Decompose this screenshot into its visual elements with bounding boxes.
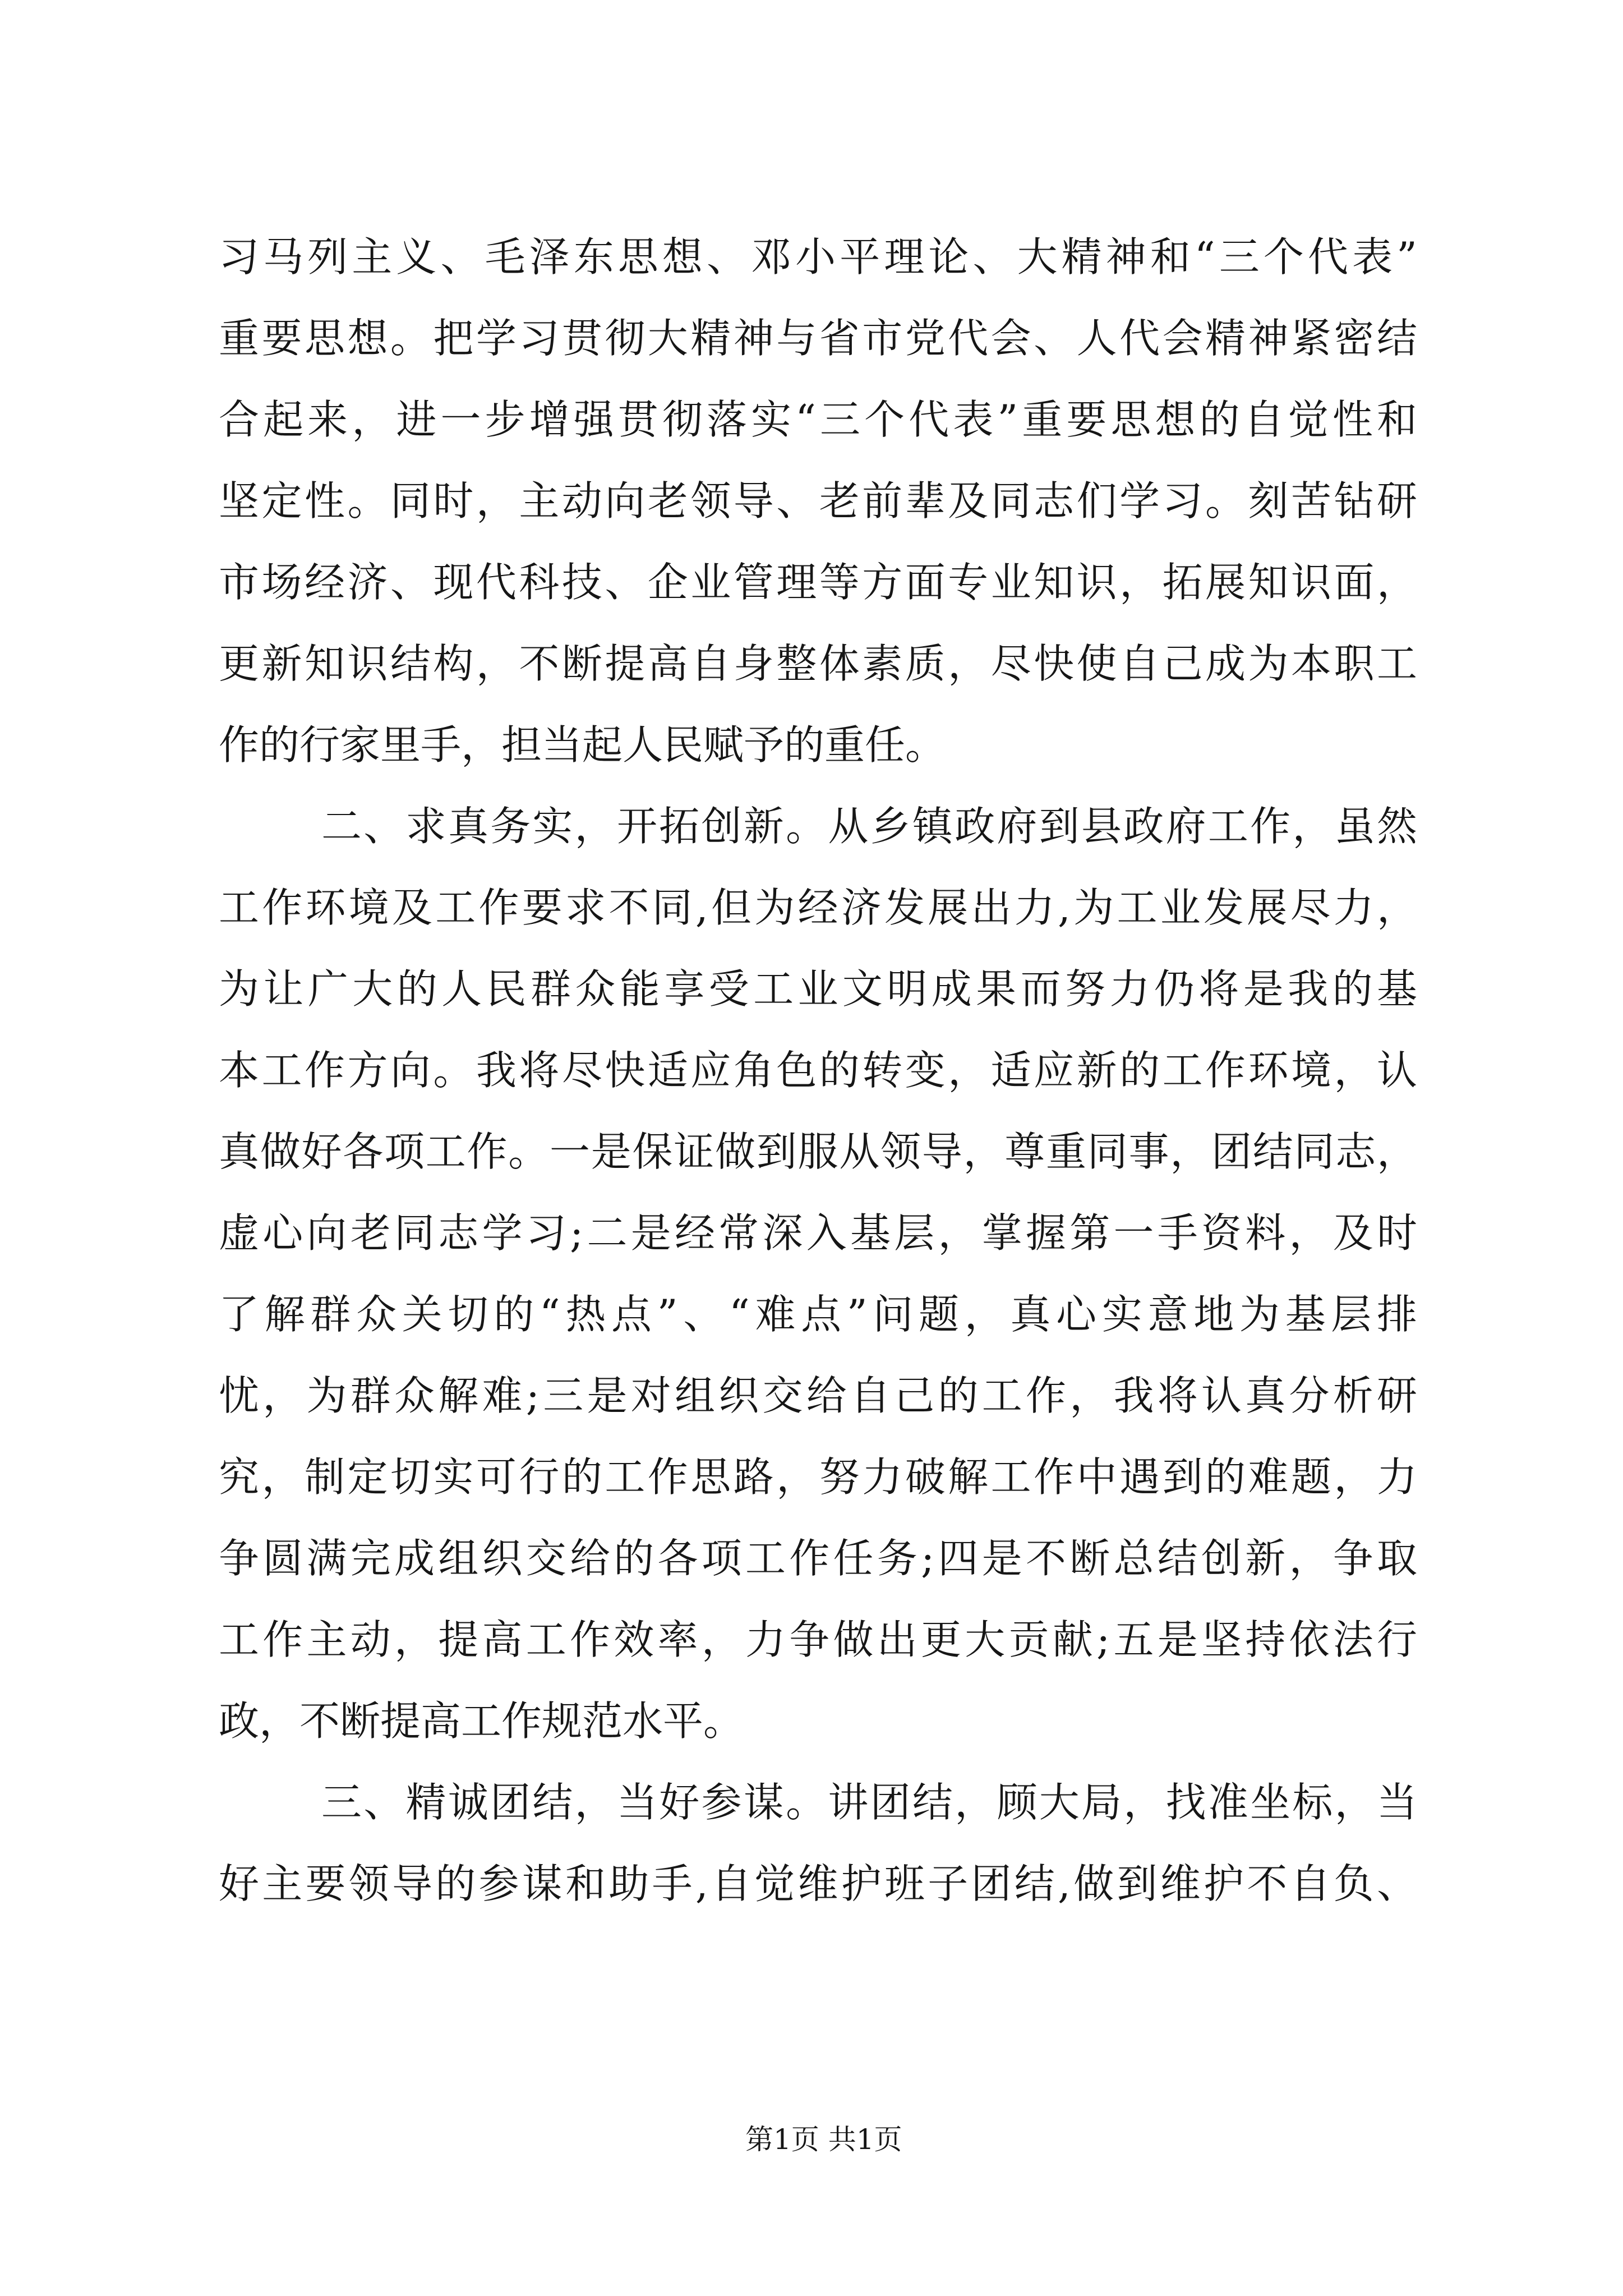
paragraph-first-line: 三、精诚团结，当好参谋。讲团结，顾大局，找准坐标，当	[321, 1779, 1417, 1826]
text-line: 为让广大的人民群众能享受工业文明成果而努力仍将是我的基	[219, 965, 1417, 1013]
text-line: 更新知识结构，不断提高自身整体素质，尽快使自己成为本职工	[219, 640, 1417, 687]
body-text	[219, 217, 1417, 1925]
text-line: 坚定性。同时，主动向老领导、老前辈及同志们学习。刻苦钻研	[219, 477, 1417, 524]
text-line: 虚心向老同志学习;二是经常深入基层，掌握第一手资料，及时	[219, 1209, 1417, 1257]
text-line: 习马列主义、毛泽东思想、邓小平理论、大精神和“三个代表”	[219, 233, 1417, 280]
text-line: 真做好各项工作。一是保证做到服从领导，尊重同事，团结同志，	[219, 1128, 1417, 1175]
text-line: 好主要领导的参谋和助手,自觉维护班子团结,做到维护不自负、	[219, 1860, 1417, 1907]
paragraph	[219, 1762, 1417, 1925]
text-line: 作的行家里手，担当起人民赋予的重任。	[219, 721, 946, 769]
paragraph-first-line: 二、求真务实，开拓创新。从乡镇政府到县政府工作，虽然	[321, 803, 1417, 850]
text-line: 市场经济、现代科技、企业管理等方面专业知识，拓展知识面，	[219, 559, 1417, 606]
paragraph	[219, 786, 1417, 1762]
text-line: 了解群众关切的“热点”、“难点”问题，真心实意地为基层排	[219, 1291, 1417, 1338]
text-line: 政，不断提高工作规范水平。	[219, 1697, 744, 1745]
paragraph	[219, 217, 1417, 786]
page-footer: 第1页 共1页	[745, 2123, 902, 2156]
text-line: 究，制定切实可行的工作思路，努力破解工作中遇到的难题，力	[219, 1453, 1417, 1501]
text-line: 忧，为群众解难;三是对组织交给自己的工作，我将认真分析研	[219, 1372, 1417, 1419]
text-line: 争圆满完成组织交给的各项工作任务;四是不断总结创新，争取	[219, 1535, 1417, 1582]
text-line: 合起来，进一步增强贯彻落实“三个代表”重要思想的自觉性和	[219, 396, 1417, 443]
text-line: 工作环境及工作要求不同,但为经济发展出力,为工业发展尽力，	[219, 884, 1417, 931]
text-line: 重要思想。把学习贯彻大精神与省市党代会、人代会精神紧密结	[219, 315, 1417, 362]
text-line: 工作主动，提高工作效率，力争做出更大贡献;五是坚持依法行	[219, 1616, 1417, 1663]
text-line: 本工作方向。我将尽快适应角色的转变，适应新的工作环境，认	[219, 1047, 1417, 1094]
